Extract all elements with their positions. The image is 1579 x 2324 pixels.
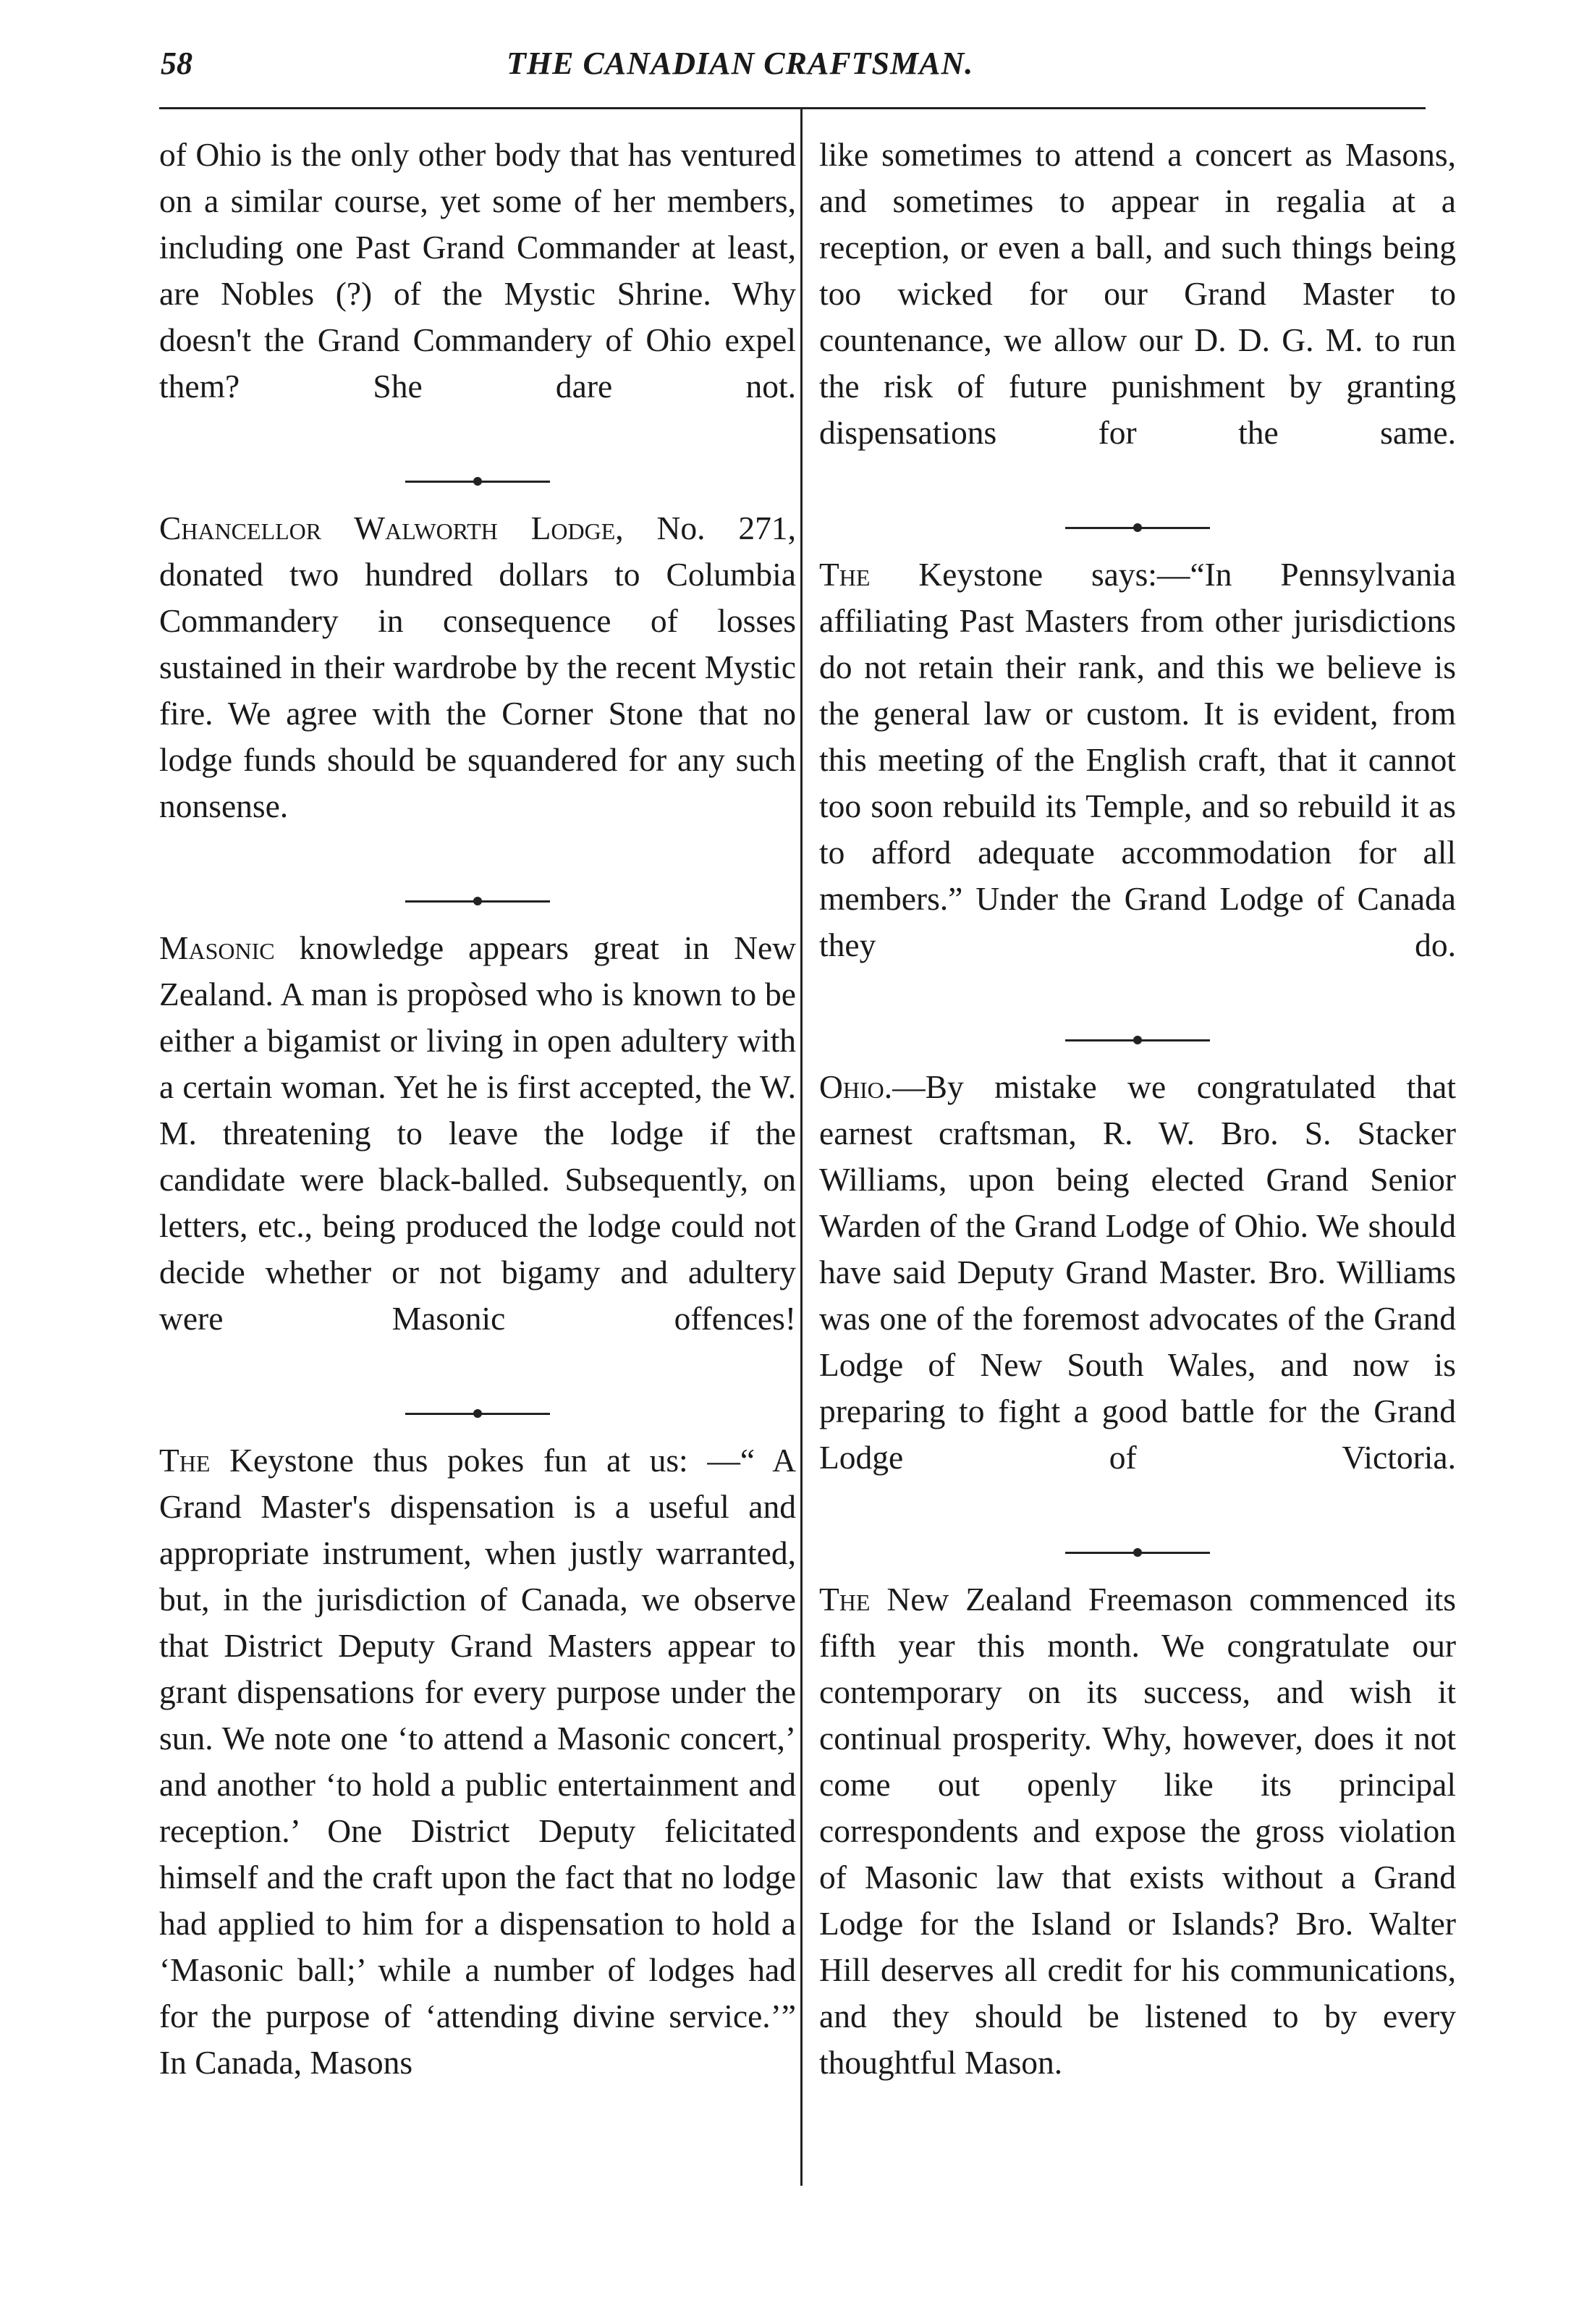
article-text: —By mistake we congratulated that earnest craftsman, R. W. Bro. S. Stacker Williams, upon being elected Grand Senior Warden of the Grand Lodge of Ohio. We should have said Deputy Grand Master. Bro. Williams was one of the foremost advocates of the Grand Lodge of New South Wales, and now is preparing to fight a good battle for the Grand Lodge of Victoria. (819, 1068, 1456, 1476)
article-text: like sometimes to attend a concert as Masons, and sometimes to appear in regalia at a reception, or even a ball, and such things being too wicked for our Grand Master to countenance, we allow our D. D. G. M. to run the risk of future punishment by granting dispensations for the same. (819, 136, 1456, 451)
article-lead: Ohio. (819, 1068, 893, 1105)
article-paragraph (819, 1064, 1456, 1527)
section-divider (159, 1388, 796, 1437)
page-number: 58 (161, 46, 192, 81)
article-ohio-correction (819, 1064, 1456, 1527)
article-lead: The (819, 1581, 871, 1618)
article-keystone-pokes-fun (159, 1437, 796, 2086)
article-lead: The (819, 556, 871, 593)
article-text: Keystone thus pokes fun at us: —“ A Grand Master's dispensation is a useful and appropriate instrument, when justly warranted, but, in the jurisdiction of Canada, we observe that District Deputy Grand Masters appear to grant dispensations for every purpose under the sun. We note one ‘to attend a Masonic concert,’ and another ‘to hold a public entertainment and reception.’ One District Deputy felicitated himself and the craft upon the fact that no lodge had applied to him for a dispensation to hold a ‘Masonic ball;’ while a number of lodges had for the purpose of ‘attending divine service.’” In Canada, Masons (159, 1442, 796, 2081)
article-paragraph (159, 1437, 796, 2086)
article-ohio-commandery (159, 132, 796, 456)
article-text: knowledge appears great in New Zealand. A man is propòsed who is known to be either a bigamist or living in open adultery with a certain woman. Yet he is first accepted, the W. M. threatening to leave the lodge if the candidate were black-balled. Subsequently, on letters, etc., being produced the lodge could not decide whether or not bigamy and adultery were Masonic offences! (159, 929, 796, 1337)
article-new-zealand-freemason (819, 1576, 1456, 2086)
section-divider (819, 1015, 1456, 1064)
article-chancellor-walworth (159, 505, 796, 876)
section-divider (819, 502, 1456, 552)
section-divider (159, 456, 796, 505)
article-paragraph (819, 1576, 1456, 2086)
article-keystone-pennsylvania (819, 552, 1456, 1015)
column-divider (800, 109, 803, 2186)
article-paragraph (819, 552, 1456, 1015)
article-text: No. 271, donated two hundred dollars to Columbia Commandery in consequence of losses sustained in their wardrobe by the recent Mystic fire. We agree with the Corner Stone that no lodge funds should be squandered for any such nonsense. (159, 510, 796, 824)
article-lead: Masonic (159, 929, 275, 966)
right-column (819, 132, 1456, 2086)
article-text: of Ohio is the only other body that has ventured on a similar course, yet some of her members, including one Past Grand Commander at least, are Nobles (?) of the Mystic Shrine. Why doesn't the Grand Commandery of Ohio expel them? She dare not. (159, 136, 796, 405)
article-lead: Chancellor Walworth Lodge, (159, 510, 624, 546)
article-paragraph (159, 925, 796, 1388)
section-divider (819, 1527, 1456, 1576)
article-paragraph (159, 505, 796, 876)
header-rule (159, 107, 1426, 109)
article-continued-dispensations (819, 132, 1456, 502)
article-text: New Zealand Freemason commenced its fifth year this month. We congratulate our contemporary on its success, and wish it continual prosperity. Why, however, does it not come out openly like its principal correspondents and expose the gross violation of Masonic law that exists without a Grand Lodge for the Island or Islands? Bro. Walter Hill deserves all credit for his communications, and they should be listened to by every thoughtful Mason. (819, 1581, 1457, 2081)
article-text: Keystone says:—“In Pennsylvania affiliating Past Masters from other jurisdictions do not retain their rank, and this we believe is the general law or custom. It is evident, from this meeting of the English craft, that it cannot too soon rebuild its Temple, and so rebuild it as to afford adequate accommodation for all members.” Under the Grand Lodge of Canada they do. (819, 556, 1457, 963)
section-divider (159, 876, 796, 925)
page-title: THE CANADIAN CRAFTSMAN. (507, 46, 974, 81)
article-lead: The (159, 1442, 211, 1479)
left-column (159, 132, 796, 2086)
article-new-zealand-knowledge (159, 925, 796, 1388)
